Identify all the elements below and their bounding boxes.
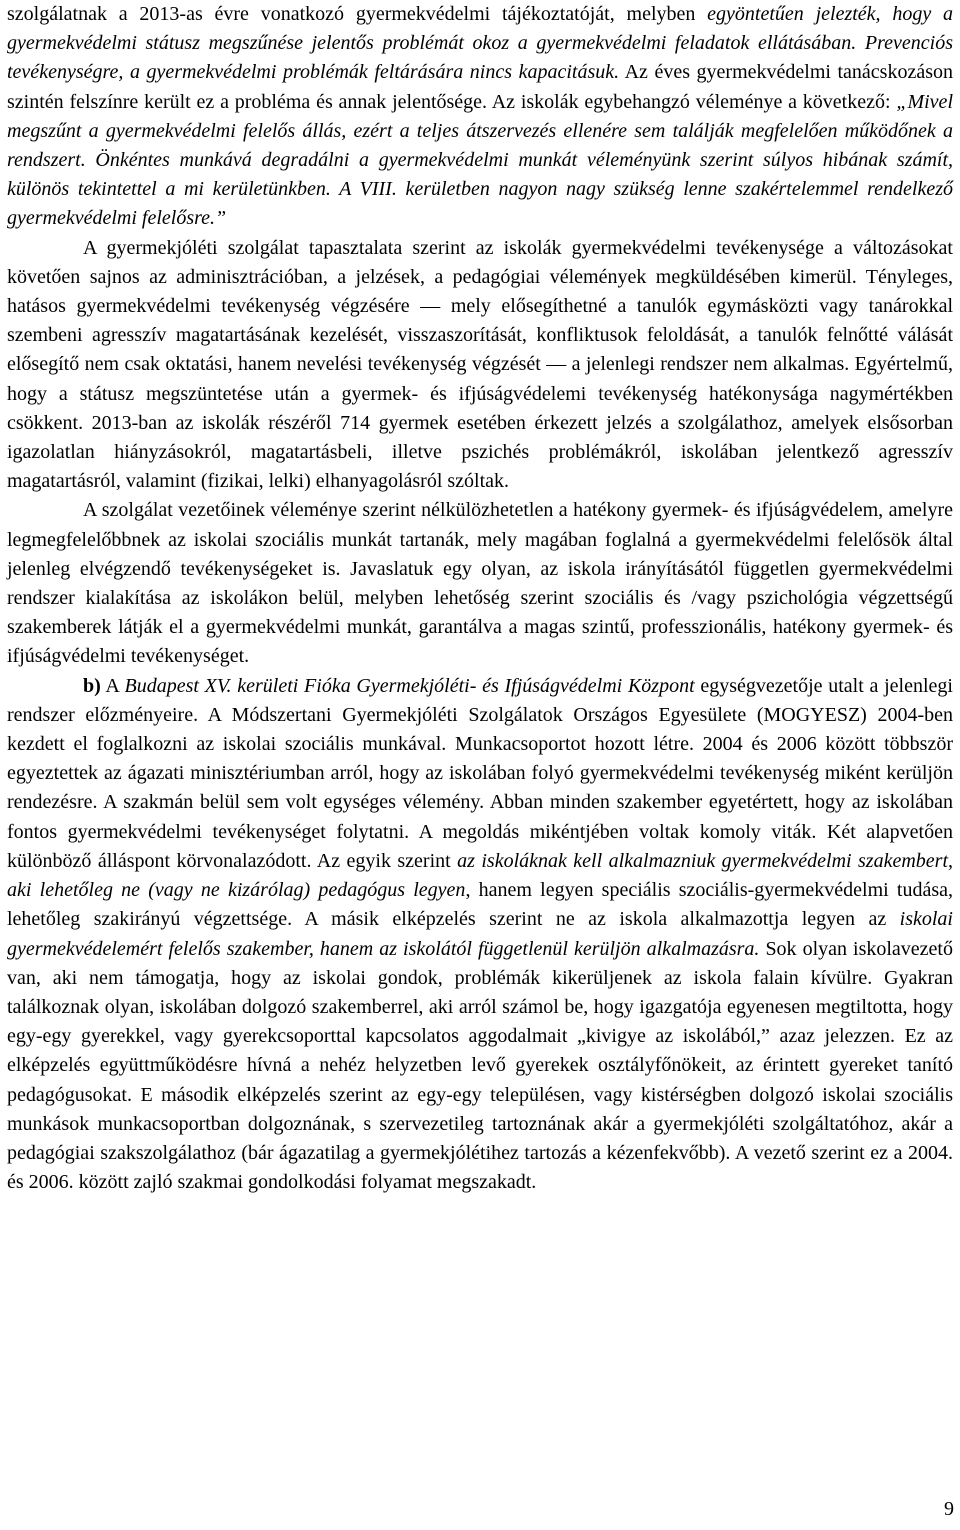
paragraph-4 <box>7 672 953 1198</box>
italic-text-run: egyöntetűen jelezték, hogy a gyermekvédelmi státusz megszűnése jelentős problémát okoz a gyermekvédelmi feladatok ellátásában. Prevenciós tevékenységre, a gyermekvédelmi problémák feltárására nincs kapacitásuk. <box>7 3 953 84</box>
italic-text-run: iskolai gyermekvédelemért felelős szakember, hanem az iskolától függetlenül kerüljön alkalmazásra. <box>7 908 953 960</box>
paragraph-3: A szolgálat vezetőinek véleménye szerint nélkülözhetetlen a hatékony gyermek- és ifjúságvédelem, amelyre legmegfelelőbbnek az iskolai szociális munkát tartanák, mely magában foglalná a gyermekvédelmi felelősök által jelenleg elvégzendő tevékenységeket is. Javaslatuk egy olyan, az iskola irányításától független gyermekvédelmi rendszer kialakítása az iskolákon belül, melyben lehetőség szerint szociális és /vagy pszichológia végzettségű szakemberek látják el a gyermekvédelmi munkát, garantálva a magas szintű, professzionális, hatékony gyermek- és ifjúságvédelmi tevékenységet. <box>7 499 953 668</box>
text-run: egységvezetője utalt a jelenlegi rendszer előzményeire. A Módszertani Gyermekjóléti Szolgálatok Országos Egyesülete (MOGYESZ) 2004-ben kezdett el foglalkozni az iskolai szociális munkával. Munkacsoportot hozott létre. 2004 és 2006 között többször egyeztettek az ágazati minisztériumban arról, hogy az iskolában folyó gyermekvédelmi tevékenység miként kerüljön rendezésre. A szakmán belül sem volt egységes vélemény. Abban minden szakember egyetértett, hogy az iskolában fontos gyermekvédelmi tevékenységet folytatni. A megoldás mikéntjében voltak komoly viták. Két alapvetően különböző álláspont körvonalazódott. Az egyik szerint <box>7 674 953 872</box>
italic-text-run: aki lehetőleg ne (vagy ne kizárólag) pedagógus legyen <box>7 879 466 902</box>
text-run: , hanem legyen speciális szociális-gyermekvédelmi tudása, lehetőleg szakirányú végzettsége. A másik elképzelés szerint ne az iskola alkalmazottja legyen az <box>7 879 953 931</box>
text-run: Sok olyan iskolavezető van, aki nem támogatja, hogy az iskolai gondok, problémák kikerüljenek az iskola falain kívülre. Gyakran találkoznak olyan, iskolában dolgozó szakemberrel, aki arról számol be, hogy igazgatója egyenesen megtiltotta, hogy egy-egy gyerekkel, vagy gyerekcsoporttal kapcsolatos aggodalmait „kivigye az iskolából,” azaz jelezzen. Ez az elképzelés együttműködésre hívná a nehéz helyzetben levő gyerekek osztályfőnökeit, az érintett gyereket tanító pedagógusokat. E második elképzelés szerint az egy-egy településen, vagy kistérségben dolgozó iskolai szociális munkások munkacsoportban dolgoznának, s szervezetileg tartoznának akár a gyermekjóléti szolgáltatóhoz, akár a pedagógiai szakszolgálathoz (bár ágazatilag a gyermekjólétihez tartozás a kézenfekvőbb). A vezető szerint ez a 2004. és 2006. között zajló szakmai gondolkodási folyamat megszakadt. <box>7 937 953 1194</box>
list-label: b) <box>83 674 101 697</box>
text-run: szolgálatnak a 2013-as évre vonatkozó gyermekvédelmi tájékoztatóját, melyben <box>7 3 708 25</box>
paragraph-2: A gyermekjóléti szolgálat tapasztalata szerint az iskolák gyermekvédelmi tevékenysége a változásokat követően sajnos az adminisztrációban, a jelzések, a pedagógiai vélemények megküldésében kimerül. Tényleges, hatásos gyermekvédelmi tevékenység végzésére ― mely elősegíthetné a tanulók egymásközti vagy tanárokkal szembeni agresszív magatartásának kezelését, visszaszorítását, konfliktusok feloldását, a tanulók felnőtté válását elősegítő nem csak oktatási, hanem nevelési tevékenység végzését ― a jelenlegi rendszer nem alkalmas. Egyértelmű, hogy a státusz megszüntetése után a gyermek- és ifjúságvédelemi tevékenység hatékonysága nagymértékben csökkent. 2013-ban az iskolák részéről 714 gyermek esetében érkezett jelzés a szolgálathoz, amelyek elsősorban igazolatlan hiányzásokról, magatartásbeli, illetve pszichés problémákról, iskolában jelentkező agresszív magatartásról, valamint (fizikai, lelki) elhanyagolásról szóltak. <box>7 236 953 493</box>
italic-text-run: az iskoláknak kell alkalmazniuk gyermekvédelmi szakembert <box>457 849 949 872</box>
document-page <box>7 0 953 1197</box>
italic-text-run: Budapest XV. kerületi Fióka Gyermekjóléti- és Ifjúságvédelmi Központ <box>124 674 695 697</box>
italic-quote: „Mivel megszűnt a gyermekvédelmi felelős állás, ezért a teljes átszervezés ellenére sem találják megfelelően működőnek a rendszert. Önkéntes munkává degradálni a gyermekvédelmi munkát véleményünk szerint súlyos hibának számít, különös tekintettel a mi kerületünkben. A VIII. kerületben nagyon nagy szükség lenne szakértelemmel rendelkező gyermekvédelmi felelősre.” <box>7 90 953 230</box>
text-run: , <box>948 849 954 872</box>
text-run: A <box>100 674 125 697</box>
text-run: Az éves gyermekvédelmi tanácskozáson szintén felszínre került ez a probléma és annak jelentősége. Az iskolák egybehangzó véleménye a következő: <box>7 61 953 113</box>
paragraph-1 <box>7 0 953 234</box>
page-number: 9 <box>944 1498 954 1520</box>
